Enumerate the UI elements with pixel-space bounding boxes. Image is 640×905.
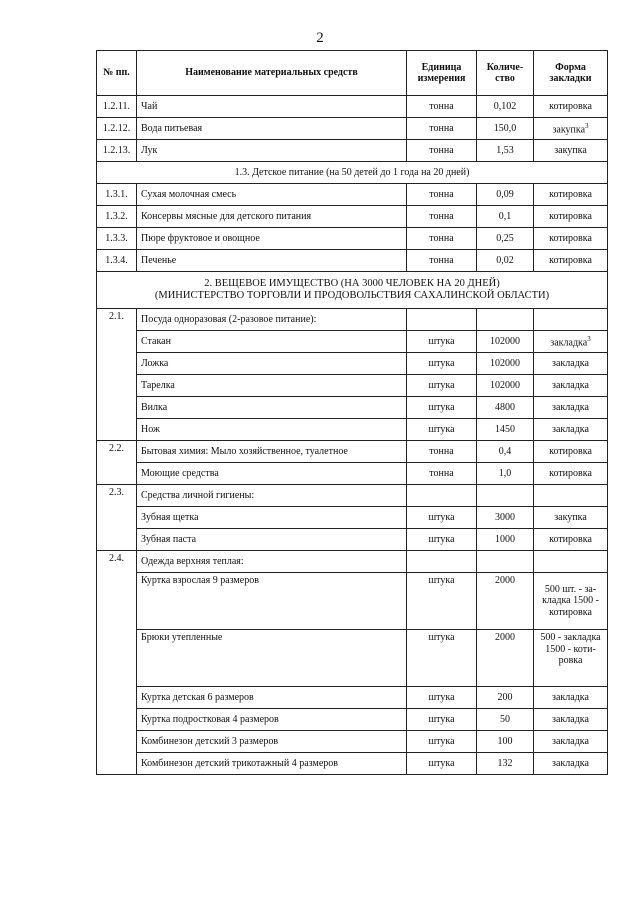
cell-form — [534, 485, 608, 507]
section-title-1-3: 1.3. Детское питание (на 50 детей до 1 года на 20 дней) — [97, 162, 608, 184]
cell-name: Куртка взрослая 9 размеров — [137, 573, 407, 630]
cell-form: котировка — [534, 463, 608, 485]
cell-name: Чай — [137, 96, 407, 118]
table-row — [97, 419, 608, 441]
cell-unit: штука — [407, 731, 477, 753]
cell-form: закладка — [534, 419, 608, 441]
cell-form: 500 - закладка 1500 - коти-ровка — [534, 630, 608, 687]
cell-form: котировка — [534, 529, 608, 551]
cell-qty: 132 — [477, 753, 534, 775]
footnote-mark: 3 — [585, 121, 589, 130]
cell-num: 2.2. — [97, 441, 137, 485]
cell-name: Стакан — [137, 331, 407, 353]
cell-form: котировка — [534, 96, 608, 118]
cell-form: котировка — [534, 250, 608, 272]
cell-form — [534, 551, 608, 573]
header-name: Наименование материальных средств — [137, 51, 407, 96]
table-row — [97, 731, 608, 753]
table-row — [97, 630, 608, 687]
cell-name: Печенье — [137, 250, 407, 272]
materials-table — [96, 50, 608, 775]
cell-qty: 4800 — [477, 397, 534, 419]
cell-qty: 0,4 — [477, 441, 534, 463]
cell-name: Ложка — [137, 353, 407, 375]
cell-num: 1.3.2. — [97, 206, 137, 228]
page-number: 2 — [316, 30, 324, 46]
cell-unit: штука — [407, 709, 477, 731]
section-row — [97, 272, 608, 309]
table-row — [97, 140, 608, 162]
cell-form — [534, 118, 608, 140]
cell-form: закладка — [534, 753, 608, 775]
cell-name: Вода питьевая — [137, 118, 407, 140]
header-unit: Единица измерения — [407, 51, 477, 96]
table-row — [97, 709, 608, 731]
table-header-row — [97, 51, 608, 96]
form-text: закладка — [550, 336, 588, 348]
cell-form: котировка — [534, 184, 608, 206]
table-row — [97, 228, 608, 250]
cell-qty: 0,09 — [477, 184, 534, 206]
cell-qty: 150,0 — [477, 118, 534, 140]
group-title: Средства личной гигиены: — [137, 485, 407, 507]
cell-name: Куртка подростковая 4 размеров — [137, 709, 407, 731]
cell-qty: 102000 — [477, 331, 534, 353]
cell-unit: штука — [407, 353, 477, 375]
cell-name: Нож — [137, 419, 407, 441]
form-text: закупка — [552, 123, 586, 135]
cell-form: закладка — [534, 687, 608, 709]
cell-name: Бытовая химия: Мыло хозяйственное, туалетное — [137, 441, 407, 463]
cell-qty: 1,0 — [477, 463, 534, 485]
cell-unit: тонна — [407, 206, 477, 228]
cell-num: 1.3.4. — [97, 250, 137, 272]
cell-form — [534, 309, 608, 331]
cell-num: 1.2.11. — [97, 96, 137, 118]
table-row — [97, 573, 608, 630]
cell-unit — [407, 309, 477, 331]
group-title-row — [97, 485, 608, 507]
cell-unit: штука — [407, 529, 477, 551]
cell-unit: тонна — [407, 96, 477, 118]
footnote-mark: 3 — [587, 334, 591, 343]
cell-unit: штука — [407, 753, 477, 775]
cell-name: Куртка детская 6 размеров — [137, 687, 407, 709]
header-qty: Количе-ство — [477, 51, 534, 96]
cell-unit: штука — [407, 630, 477, 687]
cell-qty: 3000 — [477, 507, 534, 529]
table-row — [97, 250, 608, 272]
table-row — [97, 529, 608, 551]
header-num: № пп. — [97, 51, 137, 96]
table-row — [97, 118, 608, 140]
cell-unit: штука — [407, 331, 477, 353]
cell-num: 2.4. — [97, 551, 137, 775]
cell-name: Консервы мясные для детского питания — [137, 206, 407, 228]
cell-qty: 1450 — [477, 419, 534, 441]
cell-qty: 0,02 — [477, 250, 534, 272]
cell-name: Лук — [137, 140, 407, 162]
table-row — [97, 753, 608, 775]
table-row — [97, 331, 608, 353]
cell-num: 2.1. — [97, 309, 137, 441]
table-row — [97, 353, 608, 375]
section-title-2 — [97, 272, 608, 309]
cell-unit: штука — [407, 397, 477, 419]
cell-qty: 102000 — [477, 375, 534, 397]
cell-form: 500 шт. - за-кладка 1500 - котировка — [534, 573, 608, 630]
cell-unit: тонна — [407, 184, 477, 206]
cell-form: котировка — [534, 441, 608, 463]
cell-qty: 2000 — [477, 630, 534, 687]
cell-qty: 0,25 — [477, 228, 534, 250]
cell-unit: штука — [407, 687, 477, 709]
section-title-line-1: 2. ВЕЩЕВОЕ ИМУЩЕСТВО (НА 3000 ЧЕЛОВЕК НА 20 ДНЕЙ) — [204, 277, 500, 289]
table-row — [97, 206, 608, 228]
cell-num: 1.3.3. — [97, 228, 137, 250]
cell-form: закладка — [534, 353, 608, 375]
cell-name: Сухая молочная смесь — [137, 184, 407, 206]
cell-unit — [407, 551, 477, 573]
cell-qty: 0,102 — [477, 96, 534, 118]
cell-unit: штука — [407, 507, 477, 529]
cell-unit: тонна — [407, 250, 477, 272]
cell-unit: тонна — [407, 228, 477, 250]
cell-name: Комбинезон детский 3 размеров — [137, 731, 407, 753]
cell-qty — [477, 485, 534, 507]
table-row — [97, 96, 608, 118]
cell-name: Пюре фруктовое и овощное — [137, 228, 407, 250]
cell-unit — [407, 485, 477, 507]
cell-name: Зубная паста — [137, 529, 407, 551]
cell-qty: 200 — [477, 687, 534, 709]
cell-name: Зубная щетка — [137, 507, 407, 529]
cell-qty: 100 — [477, 731, 534, 753]
cell-form — [534, 331, 608, 353]
cell-qty: 2000 — [477, 573, 534, 630]
section-row — [97, 162, 608, 184]
cell-unit: тонна — [407, 118, 477, 140]
cell-unit: тонна — [407, 441, 477, 463]
cell-unit: штука — [407, 419, 477, 441]
cell-qty: 1000 — [477, 529, 534, 551]
cell-num: 2.3. — [97, 485, 137, 551]
cell-form: закладка — [534, 709, 608, 731]
cell-name: Брюки утепленные — [137, 630, 407, 687]
cell-num: 1.3.1. — [97, 184, 137, 206]
cell-unit: тонна — [407, 463, 477, 485]
table-row — [97, 375, 608, 397]
table-row — [97, 397, 608, 419]
group-title: Посуда одноразовая (2-разовое питание): — [137, 309, 407, 331]
cell-form: закладка — [534, 731, 608, 753]
group-title: Одежда верхняя теплая: — [137, 551, 407, 573]
cell-unit: тонна — [407, 140, 477, 162]
cell-form: закупка — [534, 140, 608, 162]
table-row — [97, 687, 608, 709]
header-form: Форма закладки — [534, 51, 608, 96]
cell-form: котировка — [534, 206, 608, 228]
cell-unit: штука — [407, 573, 477, 630]
table-row — [97, 184, 608, 206]
cell-name: Комбинезон детский трикотажный 4 размеров — [137, 753, 407, 775]
table-row — [97, 441, 608, 463]
cell-name: Тарелка — [137, 375, 407, 397]
group-title-row — [97, 309, 608, 331]
cell-form: котировка — [534, 228, 608, 250]
group-title-row — [97, 551, 608, 573]
cell-qty: 102000 — [477, 353, 534, 375]
cell-qty: 1,53 — [477, 140, 534, 162]
cell-form: закладка — [534, 397, 608, 419]
cell-name: Вилка — [137, 397, 407, 419]
cell-num: 1.2.13. — [97, 140, 137, 162]
cell-form: закупка — [534, 507, 608, 529]
table-row — [97, 507, 608, 529]
cell-qty: 0,1 — [477, 206, 534, 228]
cell-qty — [477, 309, 534, 331]
cell-qty: 50 — [477, 709, 534, 731]
table-row — [97, 463, 608, 485]
cell-form: закладка — [534, 375, 608, 397]
cell-qty — [477, 551, 534, 573]
cell-unit: штука — [407, 375, 477, 397]
cell-name: Моющие средства — [137, 463, 407, 485]
section-title-line-2: (МИНИСТЕРСТВО ТОРГОВЛИ И ПРОДОВОЛЬСТВИЯ САХАЛИНСКОЙ ОБЛАСТИ) — [154, 290, 550, 301]
cell-num: 1.2.12. — [97, 118, 137, 140]
